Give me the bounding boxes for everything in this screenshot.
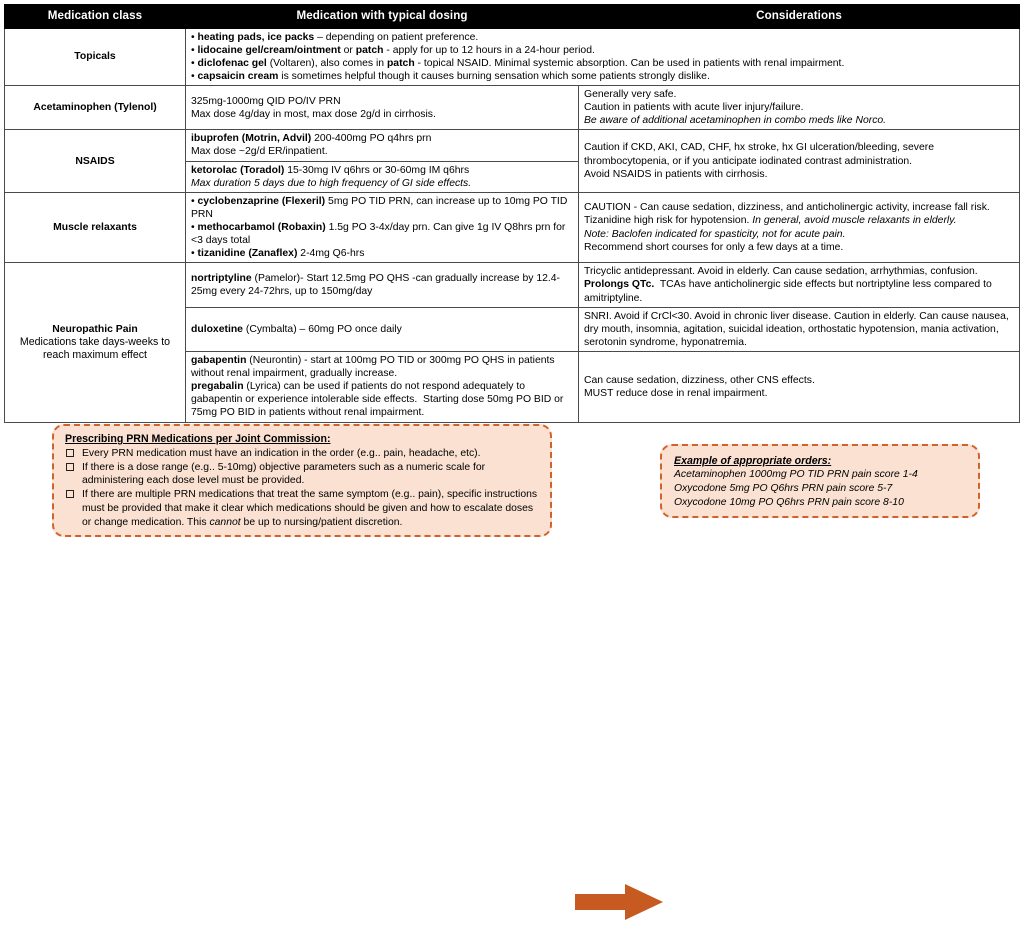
dose-duloxetine: duloxetine (Cymbalta) – 60mg PO once daily xyxy=(191,323,402,335)
bullet-tizanidine: • tizanidine (Zanaflex) 2-4mg Q6-hrs xyxy=(191,248,365,260)
bullet-heating-pads: • heating pads, ice packs – depending on patient preference. xyxy=(191,31,479,43)
consid-line-1: Generally very safe. xyxy=(584,89,677,101)
consid-nsaids-1: Caution if CKD, AKI, CAD, CHF, hx stroke, hx GI ulceration/bleeding, severe thrombocytopenia, or if you anticipate iodinated contrast administration. xyxy=(584,142,934,167)
dose-line-1: 325mg-1000mg QID PO/IV PRN xyxy=(191,95,341,107)
checkbox-icon xyxy=(66,463,74,471)
cell-considerations-gabapentin xyxy=(579,352,1020,423)
example-order-2: Oxycodone 5mg PO Q6hrs PRN pain score 5-7 xyxy=(674,483,893,495)
cell-class-neuropathic-pain xyxy=(5,263,186,422)
example-order-3: Oxycodone 10mg PO Q6hrs PRN pain score 8-10 xyxy=(674,497,904,509)
bullet-methocarbamol: • methocarbamol (Robaxin) 1.5g PO 3-4x/day prn. Can give 1g IV Q8hrs prn for <3 days total xyxy=(191,222,566,247)
table-row-muscle-relaxants xyxy=(5,192,1020,263)
checkbox-icon xyxy=(66,449,74,457)
list-item-text: Every PRN medication must have an indication in the order (e.g.. pain, headache, etc). xyxy=(82,448,481,459)
cell-considerations-muscle-relaxants xyxy=(579,192,1020,263)
callout-section xyxy=(0,424,1023,550)
arrow-icon xyxy=(575,882,665,922)
table-row-acetaminophen xyxy=(5,86,1020,130)
table-header-row xyxy=(5,5,1020,29)
cell-class-muscle-relaxants: Muscle relaxants xyxy=(5,192,186,263)
consid-nsaids-2: Avoid NSAIDS in patients with cirrhosis. xyxy=(584,168,768,180)
bullet-diclofenac: • diclofenac gel (Voltaren), also comes in patch - topical NSAID. Minimal systemic absorption. Can be used in patients with renal impairment. xyxy=(191,57,845,69)
dose-ketorolac: ketorolac (Toradol) 15-30mg IV q6hrs or 30-60mg IM q6hrs xyxy=(191,164,470,176)
cell-dosing-ibuprofen xyxy=(186,130,579,161)
consid-line-2: Caution in patients with acute liver injury/failure. xyxy=(584,102,804,114)
list-item-text: If there is a dose range (e.g.. 5-10mg) objective parameters such as a numeric scale for administering each dose level must be provided. xyxy=(82,461,486,487)
list-item xyxy=(65,488,540,529)
column-header-medication-class: Medication class xyxy=(5,5,186,29)
example-order-1: Acetaminophen 1000mg PO TID PRN pain score 1-4 xyxy=(674,469,918,480)
medication-reference-table xyxy=(4,4,1020,423)
cell-considerations-nortriptyline xyxy=(579,263,1020,307)
checkbox-icon xyxy=(66,490,74,498)
cell-dosing-nortriptyline xyxy=(186,263,579,307)
cell-dosing-acetaminophen xyxy=(186,86,579,130)
dose-ibuprofen-max: Max dose ~2g/d ER/inpatient. xyxy=(191,146,328,158)
cell-considerations-acetaminophen xyxy=(579,86,1020,130)
cell-class-topicals: Topicals xyxy=(5,28,186,85)
example-orders-callout xyxy=(660,444,980,518)
consid-nortriptyline: Tricyclic antidepressant. Avoid in elderly. Can cause sedation, arrhythmias, confusion. Prolongs QTc. TCAs have anticholinergic side effects but nortriptyline less compared to amitriptyline. xyxy=(584,266,992,304)
example-orders-title: Example of appropriate orders: xyxy=(674,455,832,467)
table-row-topicals xyxy=(5,28,1020,85)
cell-considerations-nsaids xyxy=(579,130,1020,192)
cell-dosing-topicals xyxy=(186,28,1020,85)
dose-pregabalin: pregabalin (Lyrica) can be used if patients do not respond adequately to gabapentin or experience intolerable side effects. Starting dose 50mg PO BID or 75mg PO BID in patients without renal impairment. xyxy=(191,381,564,419)
list-item xyxy=(65,461,540,488)
prn-guidance-list xyxy=(65,447,540,529)
dose-line-2: Max dose 4g/day in most, max dose 2g/d in cirrhosis. xyxy=(191,108,436,120)
table-row-neuropathic-a xyxy=(5,263,1020,307)
cell-dosing-ketorolac xyxy=(186,161,579,192)
list-item-text: If there are multiple PRN medications that treat the same symptom (e.g.. pain), specific instructions must be provided that make it clear which medications should be given and how to escalate doses or change medication. This cannot be up to nursing/patient discretion. xyxy=(82,489,538,528)
table-row-nsaids-a xyxy=(5,130,1020,161)
bullet-cyclobenzaprine: • cyclobenzaprine (Flexeril) 5mg PO TID PRN, can increase up to 10mg PO TID PRN xyxy=(191,195,568,220)
dose-nortriptyline: nortriptyline (Pamelor)- Start 12.5mg PO QHS -can gradually increase by 12.4-25mg every 24-72hrs, up to 150mg/day xyxy=(191,272,561,297)
prn-guidance-callout xyxy=(52,424,552,537)
neuropathic-subtitle: Medications take days-weeks to reach maximum effect xyxy=(19,335,171,361)
dose-ibuprofen: ibuprofen (Motrin, Advil) 200-400mg PO q4hrs prn xyxy=(191,133,432,145)
consid-gaba-2: MUST reduce dose in renal impairment. xyxy=(584,387,768,399)
dose-ketorolac-duration: Max duration 5 days due to high frequency of GI side effects. xyxy=(191,177,472,189)
cell-considerations-duloxetine: SNRI. Avoid if CrCl<30. Avoid in chronic liver disease. Caution in elderly. Can cause nausea, dry mouth, insomnia, agitation, suicidal ideation, orthostatic hypotension, mania activation, serotonin syndrome, hyponatremia. xyxy=(579,307,1020,351)
right-arrow-shape xyxy=(575,882,665,922)
column-header-considerations: Considerations xyxy=(579,5,1020,29)
consid-mr-2: Note: Baclofen indicated for spasticity, not for acute pain. xyxy=(584,228,846,240)
prn-guidance-title: Prescribing PRN Medications per Joint Commission: xyxy=(65,433,331,445)
consid-line-3: Be aware of additional acetaminophen in combo meds like Norco. xyxy=(584,115,887,127)
list-item xyxy=(65,447,540,461)
consid-mr-3: Recommend short courses for only a few days at a time. xyxy=(584,241,844,253)
dose-gabapentin: gabapentin (Neurontin) - start at 100mg PO TID or 300mg PO QHS in patients without renal impairment, gradually increase. xyxy=(191,355,555,380)
cell-class-acetaminophen: Acetaminophen (Tylenol) xyxy=(5,86,186,130)
consid-gaba-1: Can cause sedation, dizziness, other CNS effects. xyxy=(584,374,815,386)
cell-dosing-duloxetine xyxy=(186,307,579,351)
cell-class-nsaids: NSAIDS xyxy=(5,130,186,192)
neuropathic-title: Neuropathic Pain xyxy=(52,323,138,335)
cell-dosing-muscle-relaxants xyxy=(186,192,579,263)
column-header-dosing: Medication with typical dosing xyxy=(186,5,579,29)
cell-dosing-gabapentin xyxy=(186,352,579,423)
consid-mr-1: CAUTION - Can cause sedation, dizziness, and anticholinergic activity, increase fall risk. Tizanidine high risk for hypotension. In general, avoid muscle relaxants in elderly. xyxy=(584,202,990,227)
bullet-capsaicin: • capsaicin cream is sometimes helpful though it causes burning sensation which some patients strongly dislike. xyxy=(191,70,710,82)
bullet-lidocaine: • lidocaine gel/cream/ointment or patch - apply for up to 12 hours in a 24-hour period. xyxy=(191,44,595,56)
